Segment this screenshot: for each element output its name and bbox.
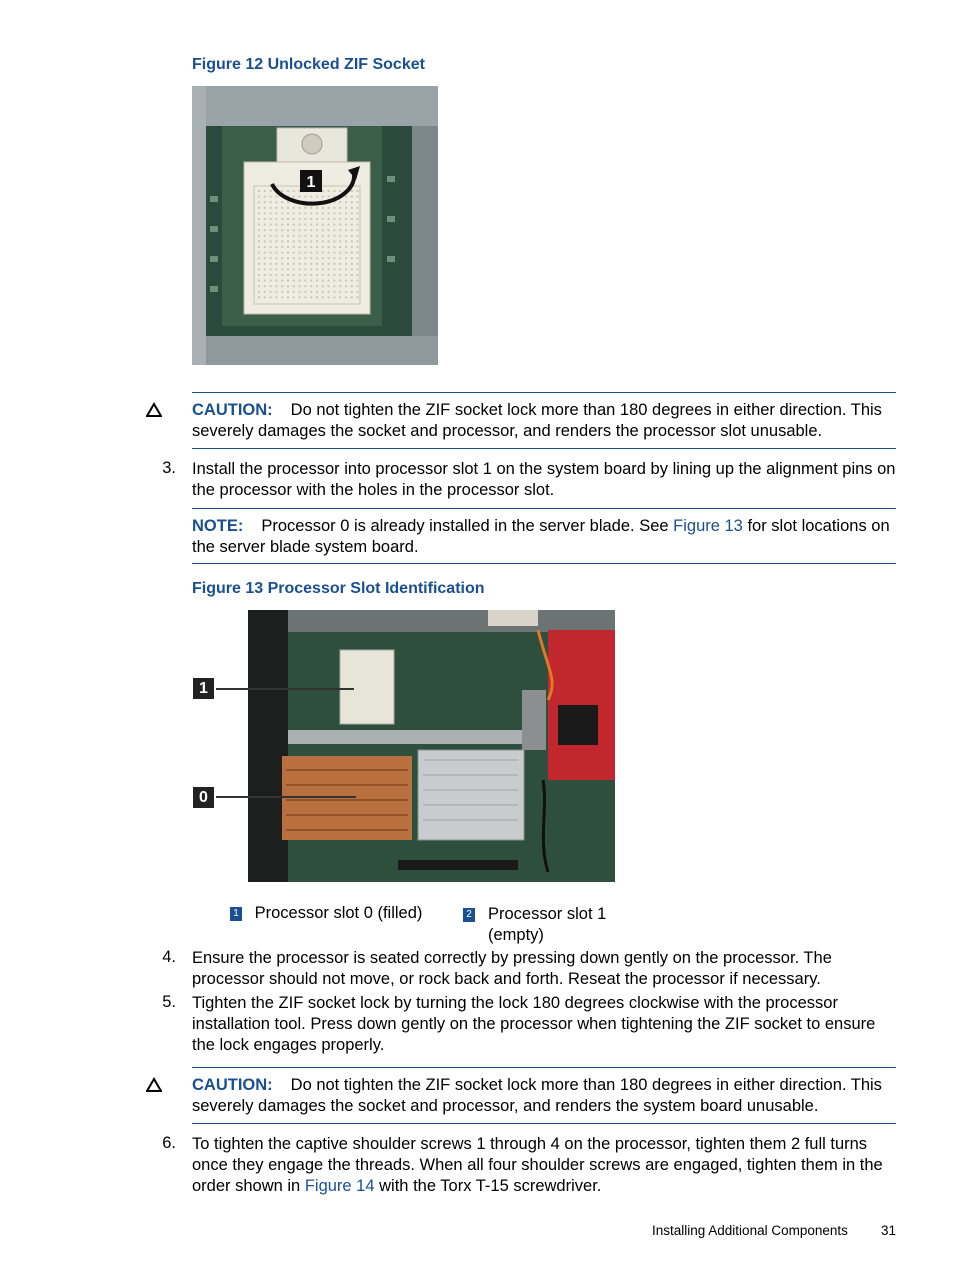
step-6-number: 6. (162, 1134, 176, 1152)
legend-marker-1: 1 (230, 907, 242, 921)
step-6-text (192, 1134, 896, 1197)
note-bottom-rule (192, 563, 896, 564)
callout-1-leader (216, 688, 354, 690)
figure-12-image (192, 86, 438, 365)
step-3-text: Install the processor into processor slot 1 on the system board by lining up the alignment pins on the processor with the holes in the processor slot. (192, 460, 896, 499)
caution-2-text: Do not tighten the ZIF socket lock more than 180 degrees in either direction. This severely damages the socket and processor, and renders the system board unusable. (192, 1076, 882, 1115)
callout-0-leader (216, 796, 356, 798)
caution-icon (146, 402, 162, 423)
footer-page-number: 31 (881, 1223, 897, 1238)
figure-12-callout: 1 (306, 174, 316, 191)
caution-1-label: CAUTION: (192, 401, 273, 419)
step-3-number: 3. (162, 459, 176, 477)
step-5-text: Tighten the ZIF socket lock by turning the lock 180 degrees clockwise with the processor installation tool. Press down gently on the processor when tightening the ZIF socket to ensure the lock engages properly. (192, 994, 876, 1054)
caution-1-top-rule (192, 392, 896, 393)
figure-14-link[interactable]: Figure 14 (304, 1177, 375, 1195)
legend-item-1 (230, 904, 422, 923)
step-5-number: 5. (162, 993, 176, 1011)
caution-2 (192, 1075, 896, 1117)
figure-12-caption: Figure 12 Unlocked ZIF Socket (192, 56, 425, 73)
figure-13-image (248, 610, 615, 882)
legend-text-2: Processor slot 1 (empty) (488, 905, 607, 944)
legend-item-2 (463, 904, 623, 946)
note-text-before: Processor 0 is already installed in the server blade. See (261, 517, 669, 535)
figure-13-link[interactable]: Figure 13 (673, 517, 743, 535)
figure-13-callout-1: 1 (193, 678, 214, 699)
caution-2-top-rule (192, 1067, 896, 1068)
caution-icon (146, 1077, 162, 1098)
note-top-rule (192, 508, 896, 509)
caution-2-bottom-rule (192, 1123, 896, 1124)
note-label: NOTE: (192, 517, 244, 535)
caution-2-label: CAUTION: (192, 1076, 273, 1094)
step-6-text-after: with the Torx T-15 screwdriver. (379, 1177, 602, 1195)
legend-text-1: Processor slot 0 (filled) (254, 904, 423, 922)
caution-1-text: Do not tighten the ZIF socket lock more than 180 degrees in either direction. This severely damages the socket and processor, and renders the processor slot unusable. (192, 401, 882, 440)
figure-13-caption: Figure 13 Processor Slot Identification (192, 580, 485, 597)
footer-section: Installing Additional Components (652, 1223, 848, 1238)
step-4-text: Ensure the processor is seated correctly by pressing down gently on the processor. The processor should not move, or rock back and forth. Reseat the processor if necessary. (192, 949, 832, 988)
step-6-text-before: To tighten the captive shoulder screws 1 through 4 on the processor, tighten them 2 full turns once they engage the threads. When all four shoulder screws are engaged, tighten them in the order shown in (192, 1135, 883, 1195)
note-text-after: for slot locations on the server blade system board. (192, 517, 890, 556)
legend-marker-2: 2 (463, 908, 475, 922)
note (192, 516, 896, 558)
caution-1 (192, 400, 896, 442)
step-4-number: 4. (162, 948, 176, 966)
figure-13-callout-0: 0 (193, 787, 214, 808)
caution-1-bottom-rule (192, 448, 896, 449)
